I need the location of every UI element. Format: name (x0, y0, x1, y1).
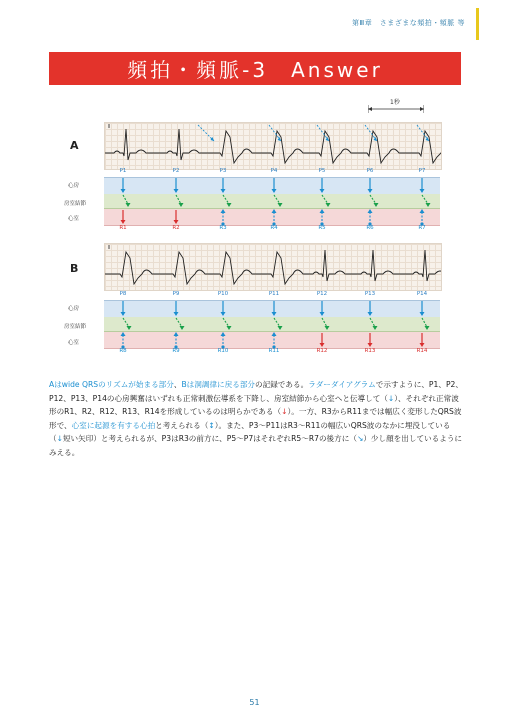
text-s12: と考えられる（ (155, 420, 209, 430)
panel-a-ladder-diagram (104, 168, 440, 234)
r-label: R10 (217, 348, 229, 354)
page-title-text: 頻拍・頻脈-3 Answer (127, 58, 383, 82)
r-label: R6 (366, 225, 374, 231)
diagonal-arrow-symbol: ↘ (356, 434, 364, 444)
ventricular-origin-arrow (221, 301, 232, 349)
p-label: P7 (418, 168, 426, 174)
panel-a-row-av: 房室結節 (64, 201, 87, 207)
ventricular-origin-arrow (121, 301, 132, 349)
text-s5: ラダーダイアグラム (308, 380, 376, 389)
chapter-header: 第Ⅲ章 さまざまな頻拍・頻脈 等 (351, 19, 465, 27)
r-label: R3 (219, 225, 227, 231)
time-scale (368, 97, 424, 115)
blue-arrow-symbol: ↓ (387, 393, 395, 403)
panel-a-ecg-trace (105, 123, 441, 169)
panel-b-label: B (70, 262, 79, 275)
text-s18: ）少し顔を出しているようにみえる。 (49, 434, 463, 457)
panel-a-lead-label: Ⅱ (108, 124, 111, 130)
red-arrow-symbol: ↓ (281, 407, 288, 417)
text-s1: Aはwide QRSのリズムが始まる部分 (49, 380, 174, 389)
panel-b-ladder-diagram (104, 291, 440, 357)
normal-conduction-arrow (121, 178, 131, 224)
double-arrow-symbol: ↕ (208, 420, 215, 430)
panel-b-ecg-trace (105, 244, 441, 290)
panel-b-lead-label: Ⅱ (108, 245, 111, 251)
ventricular-origin-arrow (174, 301, 185, 349)
text-s10: ）。一方、R3からR11までは幅広く変形したQRS波形で、 (49, 407, 462, 430)
time-scale-label: 1秒 (390, 99, 400, 106)
panel-a-row-ventricle: 心室 (68, 216, 80, 222)
p-label: P10 (217, 291, 229, 297)
ventricular-origin-arrow (272, 301, 283, 349)
panel-b-row-atrium: 心房 (68, 306, 80, 312)
p-label: P1 (119, 168, 127, 174)
r-label: R5 (318, 225, 326, 231)
p-label: P6 (366, 168, 374, 174)
normal-conduction-arrow (320, 301, 330, 347)
r-label: R13 (364, 348, 376, 354)
text-s11: 心室に起源を有する心拍 (71, 420, 156, 430)
r-label: R12 (316, 348, 328, 354)
p-label: P8 (119, 291, 127, 297)
ventricular-origin-arrow (272, 178, 283, 226)
p-label: P9 (172, 291, 180, 297)
p-label: P5 (318, 168, 326, 174)
r-label: R9 (172, 348, 180, 354)
short-arrow-symbol: ↓ (56, 434, 63, 444)
ventricular-origin-arrow (368, 178, 379, 226)
ventricular-origin-arrow (221, 178, 232, 226)
r-label: R14 (416, 348, 428, 354)
r-label: R2 (172, 225, 180, 231)
p-label: P14 (416, 291, 428, 297)
text-s3: Bは洞調律に戻る部分 (181, 380, 256, 389)
text-s6: で示すように、P1、P2、P12、P13、P14の心房興奮はいずれも正常刺激伝導系を下降し、房室結節から心室へと伝導して（ (49, 380, 463, 403)
ventricular-origin-arrow (420, 178, 431, 226)
r-label: R8 (119, 348, 127, 354)
normal-conduction-arrow (368, 301, 378, 347)
normal-conduction-arrow (420, 301, 430, 347)
chapter-color-tab (476, 8, 479, 40)
panel-b-row-av: 房室結節 (64, 324, 87, 330)
text-s2: 、 (173, 380, 182, 389)
r-label: R11 (268, 348, 280, 354)
r-label: R1 (119, 225, 127, 231)
p-label: P2 (172, 168, 180, 174)
p-label: P3 (219, 168, 227, 174)
ventricular-origin-arrow (320, 178, 331, 226)
panel-a-ecg-strip (104, 122, 442, 170)
text-s8: ）、それぞれ正常波形のR1、R2、R12、R13、R14を形成しているのは明らかである（ (49, 393, 459, 417)
normal-conduction-arrow (174, 178, 184, 224)
p-label: P12 (316, 291, 328, 297)
r-label: R4 (270, 225, 278, 231)
panel-b-ecg-strip (104, 243, 442, 291)
panel-b-row-ventricle: 心室 (68, 340, 80, 346)
text-s16: 短い矢印）と考えられるが、P3はR3の前方に、P5〜P7はそれぞれR5〜R7の後方に（ (62, 434, 357, 444)
page-title (49, 52, 461, 85)
p-label: P4 (270, 168, 278, 174)
explanation-paragraph (49, 378, 463, 460)
panel-a-row-atrium: 心房 (68, 183, 80, 189)
p-label: P13 (364, 291, 376, 297)
panel-a-label: A (70, 139, 79, 152)
text-s14: ）。また、P3〜P11はR3〜R11の幅広いQRS波のなかに埋没している（ (49, 420, 451, 444)
text-s4: の記録である。 (255, 380, 309, 389)
p-label: P11 (268, 291, 280, 297)
r-label: R7 (418, 225, 426, 231)
page-number: 51 (249, 698, 260, 707)
